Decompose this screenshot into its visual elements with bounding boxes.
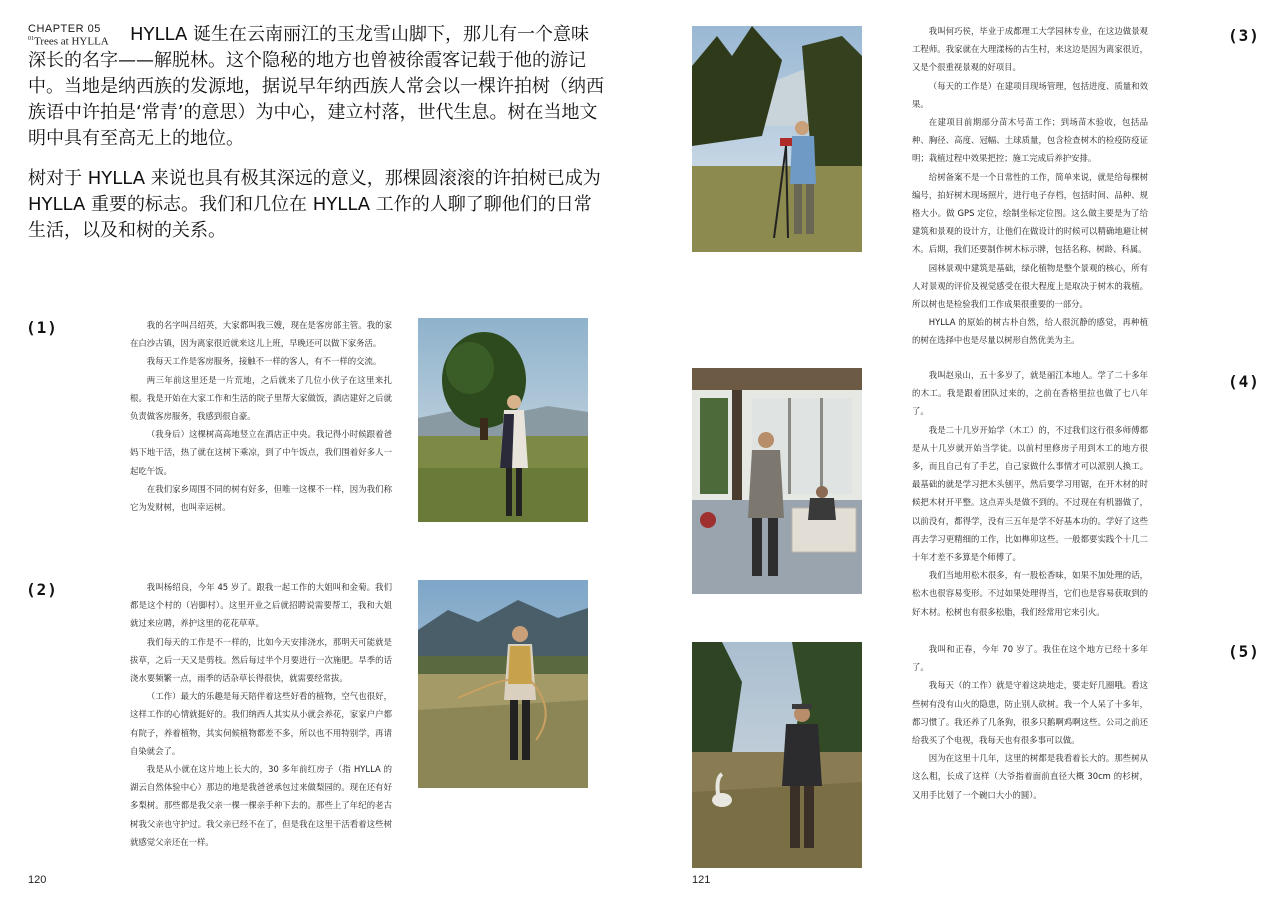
section-4-paragraph: 我们当地用松木很多，有一股松香味，如果不加处理的话，松木也很容易变形。不过如果处理得当，它们也是容易获取到的好木材。松树也有很多松脂，我们经常用它来引火。 xyxy=(912,570,1148,617)
section-1-paragraph: （我身后）这棵树高高地竖立在酒店正中央。我记得小时候跟着爸妈下地干活，热了就在这树下乘凉，到了中午饭点，我们围着好多人一起吃午饭。 xyxy=(130,429,392,476)
section-4-text xyxy=(912,366,1148,621)
section-5-paragraph: 我每天（的工作）就是守着这块地走，要走好几圈哦。看这些树有没有山火的隐患，防止别人砍树。我一个人呆了十多年，都习惯了。我还养了几条狗，很多只鹅啊鸡啊这些。公司之前还给我买了个电视，我每天也有很多事可以做。 xyxy=(912,680,1148,746)
chapter-title-superscript: 01 xyxy=(28,35,34,42)
section-1-paragraph: 两三年前这里还是一片荒地，之后就来了几位小伙子在这里来扎根。我是开始在大家工作和生活的院子里帮大家做饭，酒店建好之后就负责做客房服务，我感到很自豪。 xyxy=(130,374,392,422)
section-5-paragraph: 因为在这里十几年，这里的树都是我看着长大的。那些树从这么粗，长成了这样（大爷指着面前直径大概 30cm 的杉树，又用手比划了一个碗口大小的圆）。 xyxy=(912,753,1148,800)
section-5-text xyxy=(912,640,1148,804)
chapter-number: CHAPTER 05 xyxy=(28,23,101,35)
section-number-1: (1) xyxy=(26,318,58,337)
section-number-4: (4) xyxy=(1228,372,1260,391)
section-number-5: (5) xyxy=(1228,642,1260,661)
section-3-text xyxy=(912,22,1148,350)
section-2-text xyxy=(130,578,392,851)
section-1-paragraph: 我的名字叫吕绍英，大家都叫我三嫂，现在是客房部主管。我的家在白沙古镇，因为离家很近就来这儿上班，早晚还可以做下家务活。 xyxy=(130,320,392,349)
section-3-paragraph: 给树备案不是一个日常性的工作，简单来说，就是给每棵树编号，拍好树木现场照片，进行电子存档，包括时间、品种、规格大小。做 GPS 定位，绘制坐标定位图。这么做主要是为了给建筑和景观的设计方，让他们在做设计的时候可以精确地避让树木。后期，我们还要制作树木标示牌，包括名称、树龄、科属。 xyxy=(912,171,1148,255)
page-number-right: 121 xyxy=(692,874,711,886)
section-2-paragraph: 我们每天的工作是不一样的，比如今天安排浇水，那明天可能就是拔草，之后一天又是剪枝。然后每过半个月要进行一次施肥。旱季的话浇水要频繁一点，雨季的话杂草长得很快，就需要经常拔。 xyxy=(130,636,392,684)
photo-engineer-with-tripod xyxy=(692,26,862,252)
photo-carpenter-workshop xyxy=(692,368,862,594)
section-2-paragraph: 我是从小就在这片地上长大的，30 多年前红房子（指 HYLLA 的湖云自然体验中心）那边的地是我爸爸承包过来做梨园的。现在还有好多梨树。那些都是我父亲一棵一棵亲手种下去的。那些上了年纪的老古树我父亲也守护过。我父亲已经不在了，但是我在这里干活看着这些树就感觉父亲还在一样。 xyxy=(130,764,392,847)
section-4-paragraph: 我是二十几岁开始学（木工）的，不过我们这行很多师傅都是从十几岁就开始当学徒。以前村里修房子用到木工的地方很多，而且自己有了手艺，自己家做什么事情才可以派别人换工。最基础的就是学习把木头刨平，然后要学习用锯，在开木材的时候把木材开平整。这点弄头是做不到的。不过现在有机器做了，以前没有，都得学，没有三五年是学不好基本功的。学好了这些再去学习更精细的工作，比如榫卯这些。一般都要实践个十几二十年才差不多算是个师傅了。 xyxy=(912,424,1148,563)
page-number-left: 120 xyxy=(28,874,47,886)
intro-paragraph-1: HYLLA 诞生在云南丽江的玉龙雪山脚下，那儿有一个意味深长的名字——解脱林。这个隐秘的地方也曾被徐霞客记载于他的游记中。当地是纳西族的发源地，据说早年纳西族人常会以一棵许拍树（纳西族语中许拍是‘常青’的意思）为中心，建立村落，世代生息。树在当地文明中具有至高无上的地位。 xyxy=(28,24,604,149)
section-3-paragraph: 我叫何巧侯，毕业于成都理工大学园林专业，在这边做景观工程师。我家就在大理漾杨的古生村，来这边是因为离家很近，又是个很重视景观的好项目。 xyxy=(912,26,1148,73)
section-3-paragraph: （每天的工作是）在建项目现场管理，包括进度、质量和效果。 xyxy=(912,80,1148,109)
section-5-paragraph: 我叫和正春，今年 70 岁了。我住在这个地方已经十多年了。 xyxy=(912,644,1148,673)
section-number-2: (2) xyxy=(26,580,58,599)
photo-housekeeper-under-tree xyxy=(418,318,588,522)
section-1-paragraph: 在我们家乡周围不同的树有好多，但唯一这棵不一样，因为我们称它为发财树，也叫幸运树。 xyxy=(130,483,392,513)
intro-paragraph-2: 树对于 HYLLA 来说也具有极其深远的意义，那棵圆滚滚的许拍树已成为 HYLLA 重要的标志。我们和几位在 HYLLA 工作的人聊了聊他们的日常生活，以及和树的关系。 xyxy=(28,168,601,241)
section-4-paragraph: 我叫赵泉山，五十多岁了，就是丽江本地人。学了二十多年的木工。我是跟着团队过来的，之前在香格里拉也做了七八年了。 xyxy=(912,370,1148,417)
section-3-paragraph: 在建项目前期部分苗木号苗工作；到场苗木验收，包括品种、胸径、高度、冠幅、土球质量，包含检查树木的检疫防疫证明；栽植过程中效果把控；施工完成后养护安排。 xyxy=(912,117,1148,164)
section-1-paragraph: 我每天工作是客房服务，接触不一样的客人，有不一样的交流。 xyxy=(146,356,382,367)
section-3-paragraph: 园林景观中建筑是基础，绿化植物是整个景观的核心，所有人对景观的评价及视觉感受在很大程度上是取决于树木的栽植。所以树也是检验我们工作成果很重要的一部分。 xyxy=(912,262,1148,310)
intro-text xyxy=(28,22,606,258)
chapter-title-text: Trees at HYLLA xyxy=(34,35,109,48)
section-number-3: (3) xyxy=(1228,26,1260,45)
section-2-paragraph: （工作）最大的乐趣是每天陪伴着这些好看的植物，空气也很好，这样工作的心情就挺好的。我们纳西人其实从小就会养花，家家户户都有院子，养着植物，其实伺候植物都差不多，所以也不用特别学，再请自染就会了。 xyxy=(130,691,392,756)
photo-elder-with-goose xyxy=(692,642,862,868)
section-2-paragraph: 我叫杨绍良，今年 45 岁了。跟我一起工作的大姐叫和金菊。我们都是这个村的（岩脚村）。这里开业之后就招聘说需要帮工，我和大姐就过来应聘，养护这里的花花草草。 xyxy=(130,582,392,629)
section-3-paragraph: HYLLA 的原始的树古朴自然，给人很沉静的感觉，再种植的树在选择中也是尽量以树形自然优美为主。 xyxy=(912,317,1148,346)
section-1-text xyxy=(130,316,392,516)
photo-gardener-watering xyxy=(418,580,588,788)
right-page xyxy=(640,0,1280,914)
